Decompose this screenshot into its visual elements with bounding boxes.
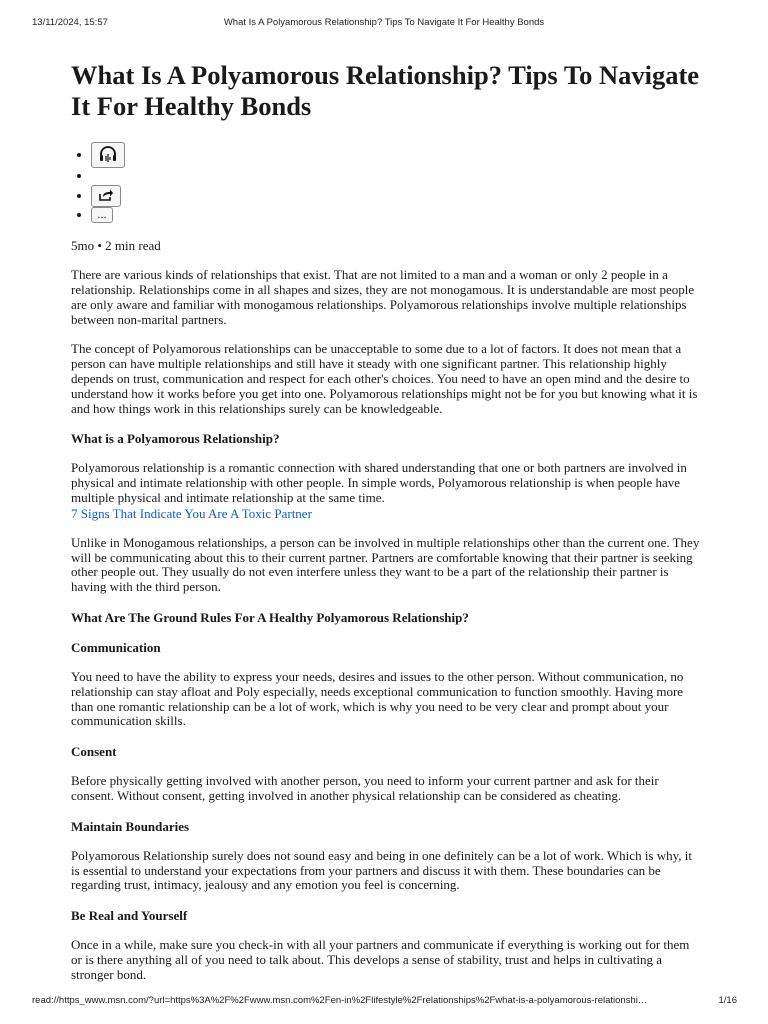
heading-consent: Consent	[71, 744, 117, 760]
print-url: read://https_www.msn.com/?url=https%3A%2F%2Fwww.msn.com%2Fen-in%2Flifestyle%2Frelationships%2Fwhat-is-a-polyamorous-relationshi…	[32, 995, 648, 1006]
action-item-audio	[91, 142, 701, 168]
intro-paragraph-1: There are various kinds of relationships that exist. That are not limited to a man and a woman or only 2 people in a relationship. Relationships come in all shapes and sizes, they are not monogamous. It is understandable are most people are only aware and familiar with monogamous relationships. Polyamorous relationships involve multiple relationships between non-marital partners.	[71, 267, 695, 327]
heading-be-real: Be Real and Yourself	[71, 908, 188, 924]
heading-what-is: What is a Polyamorous Relationship?	[71, 431, 280, 447]
print-timestamp: 13/11/2024, 15:57	[32, 17, 108, 28]
intro-paragraph-2: The concept of Polyamorous relationships can be unacceptable to some due to a lot of factors. It does not mean that a person can have multiple relationships and still have it steady with one significant partner. This relationship highly depends on trust, communication and respect for each other's choices. You need to have an open mind and the desire to understand how it works before you get into one. Polyamorous relationships might not be for you but knowing what it is and how things work in this relationships surely can be knowledgeable.	[71, 341, 698, 416]
action-item-empty	[91, 168, 701, 185]
share-button[interactable]	[91, 185, 121, 207]
print-footer	[0, 995, 768, 1009]
communication-paragraph: You need to have the ability to express your needs, desires and issues to the other person. Without communication, no relationship can stay afloat and Poly especially, needs exceptional communication to function smoothly. Having more than one romantic relationship can be a lot of work, which is why you need to be very clear and prompt about your communication skills.	[71, 669, 684, 729]
unlike-paragraph: Unlike in Monogamous relationships, a person can be involved in multiple relationships other than the current one. They will be communicating about this to their current partner. Partners are comfortable knowing that their partner is seeking other people out. They usually do not even interfere unless they want to be a part of the relationship their partner is having with the third person.	[71, 534, 700, 595]
heading-communication: Communication	[71, 640, 161, 655]
be-real-paragraph: Once in a while, make sure you check-in with all your partners and communicate if everything is working out for them or is there anything all of you need to talk about. This develops a sense of stability, trust and helps in cultivating a stronger bond.	[71, 937, 690, 982]
what-is-paragraph: Polyamorous relationship is a romantic connection with shared understanding that one or both partners are involved in physical and intimate relationship with other people. In simple words, Polyamorous relationship is when people have multiple physical and intimate relationship at the same time.	[71, 460, 687, 506]
related-article-link[interactable]: 7 Signs That Indicate You Are A Toxic Partner	[71, 505, 312, 521]
page-number: 1/16	[718, 995, 737, 1006]
more-options-button[interactable]: ...	[91, 207, 113, 223]
heading-ground-rules: What Are The Ground Rules For A Healthy Polyamorous Relationship?	[71, 610, 469, 625]
article-title: What Is A Polyamorous Relationship? Tips To Navigate It For Healthy Bonds	[71, 60, 700, 121]
article-meta: 5mo • 2 min read	[71, 238, 161, 254]
article-actions	[71, 142, 701, 223]
consent-paragraph: Before physically getting involved with another person, you need to inform your current partner and ask for their consent. Without consent, getting involved in another physical relationship can be considered as cheating.	[71, 773, 659, 803]
action-item-more	[91, 207, 701, 223]
share-icon	[98, 188, 114, 205]
boundaries-paragraph: Polyamorous Relationship surely does not sound easy and being in one definitely can be a lot of work. Which is why, it is essential to understand your expectations from your partners and discuss it with them. These boundaries can be regarding trust, intimacy, jealousy and any emotion you feel is concerning.	[71, 847, 693, 893]
heading-boundaries: Maintain Boundaries	[71, 818, 190, 834]
print-header	[0, 17, 768, 31]
print-doc-title: What Is A Polyamorous Relationship? Tips To Navigate It For Healthy Bonds	[223, 17, 545, 28]
action-item-share	[91, 185, 701, 207]
listen-button[interactable]	[91, 142, 125, 168]
headphones-icon	[98, 145, 118, 166]
article	[71, 60, 701, 983]
